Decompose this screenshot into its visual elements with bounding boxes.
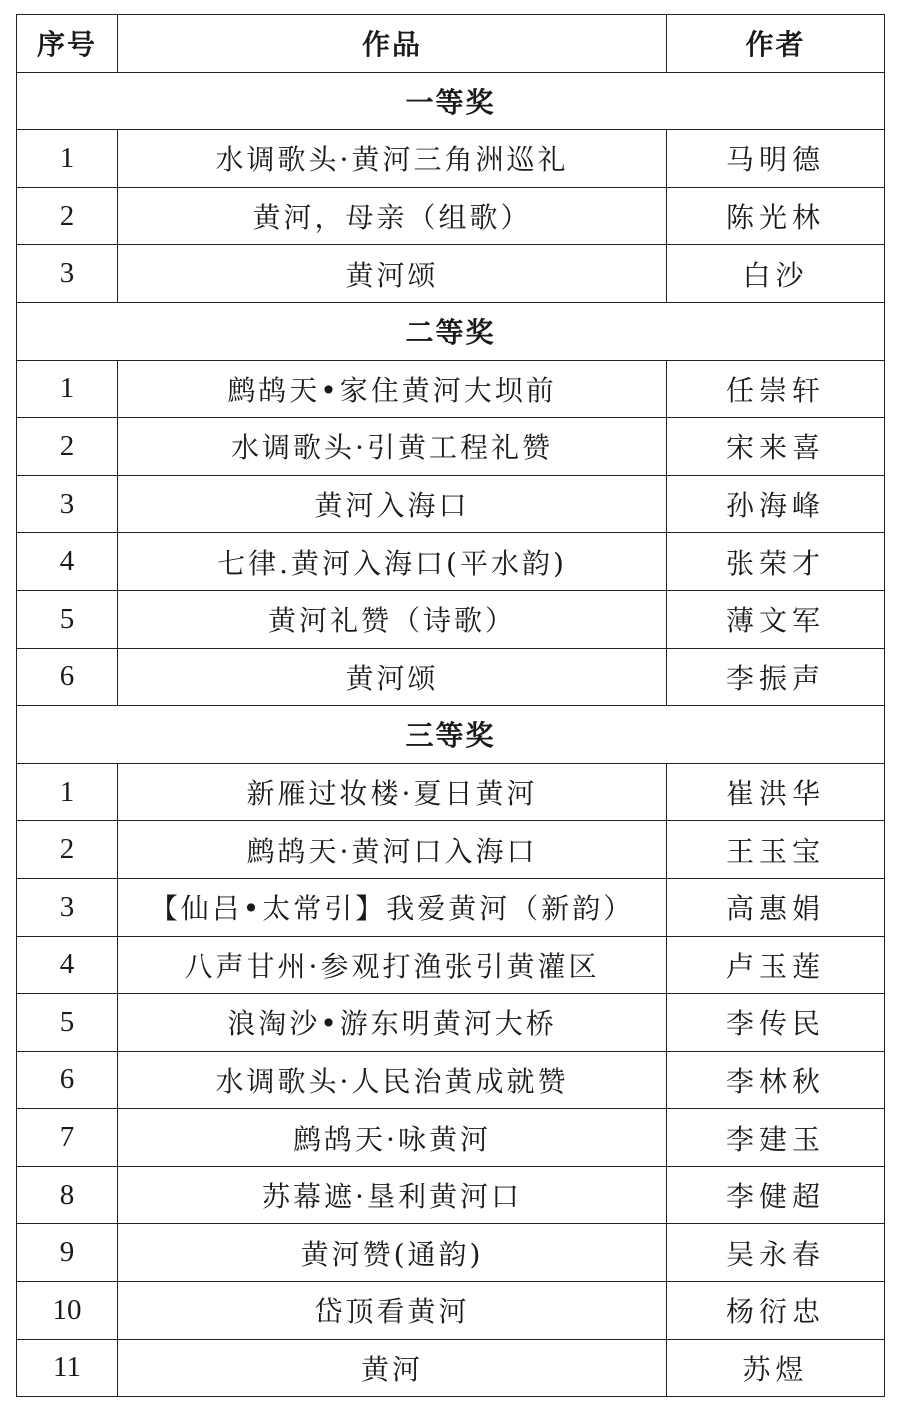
work-title: 鹧鸪天•家住黄河大坝前 [118,360,667,418]
row-number: 2 [17,187,118,245]
section-title: 一等奖 [17,72,885,130]
row-number: 1 [17,763,118,821]
row-number: 2 [17,418,118,476]
author-name: 薄文军 [667,590,885,648]
table-row [17,763,885,821]
author-name: 任崇轩 [667,360,885,418]
work-title: 新雁过妆楼·夏日黄河 [118,763,667,821]
row-number: 11 [17,1339,118,1397]
work-title: 水调歌头·引黄工程礼赞 [118,418,667,476]
work-title: 黄河入海口 [118,475,667,533]
author-name: 崔洪华 [667,763,885,821]
row-number: 1 [17,130,118,188]
row-number: 8 [17,1166,118,1224]
table-row [17,878,885,936]
table-row [17,994,885,1052]
table-row [17,936,885,994]
author-name: 王玉宝 [667,821,885,879]
table-row [17,1282,885,1340]
author-name: 孙海峰 [667,475,885,533]
author-name: 卢玉莲 [667,936,885,994]
work-title: 鹧鸪天·黄河口入海口 [118,821,667,879]
table-row [17,1109,885,1167]
work-title: 黄河，母亲（组歌） [118,187,667,245]
section-title: 三等奖 [17,706,885,764]
row-number: 4 [17,936,118,994]
work-title: 黄河赞(通韵) [118,1224,667,1282]
work-title: 【仙吕•太常引】我爱黄河（新韵） [118,878,667,936]
work-title: 黄河颂 [118,648,667,706]
row-number: 3 [17,245,118,303]
work-title: 黄河颂 [118,245,667,303]
author-name: 李林秋 [667,1051,885,1109]
table-row [17,360,885,418]
author-name: 李健超 [667,1166,885,1224]
table-row [17,533,885,591]
author-name: 李传民 [667,994,885,1052]
work-title: 岱顶看黄河 [118,1282,667,1340]
table-row [17,187,885,245]
work-title: 鹧鸪天·咏黄河 [118,1109,667,1167]
table-row [17,1051,885,1109]
row-number: 4 [17,533,118,591]
work-title: 浪淘沙•游东明黄河大桥 [118,994,667,1052]
row-number: 3 [17,475,118,533]
work-title: 苏幕遮·垦利黄河口 [118,1166,667,1224]
section-title: 二等奖 [17,302,885,360]
table-row [17,475,885,533]
work-title: 水调歌头·黄河三角洲巡礼 [118,130,667,188]
work-title: 黄河礼赞（诗歌） [118,590,667,648]
work-title: 八声甘州·参观打渔张引黄灌区 [118,936,667,994]
table-row [17,1166,885,1224]
author-name: 张荣才 [667,533,885,591]
work-title: 七律.黄河入海口(平水韵) [118,533,667,591]
table-body [17,72,885,1397]
author-name: 高惠娟 [667,878,885,936]
author-name: 苏煜 [667,1339,885,1397]
row-number: 6 [17,648,118,706]
work-title: 黄河 [118,1339,667,1397]
header-no: 序号 [17,15,118,73]
row-number: 5 [17,590,118,648]
author-name: 陈光林 [667,187,885,245]
award-table [16,14,885,1397]
row-number: 7 [17,1109,118,1167]
row-number: 9 [17,1224,118,1282]
header-author: 作者 [667,15,885,73]
work-title: 水调歌头·人民治黄成就赞 [118,1051,667,1109]
section-row [17,302,885,360]
table-row [17,245,885,303]
header-work: 作品 [118,15,667,73]
section-row [17,72,885,130]
row-number: 5 [17,994,118,1052]
author-name: 李振声 [667,648,885,706]
table-row [17,1339,885,1397]
table-row [17,590,885,648]
table-row [17,130,885,188]
author-name: 李建玉 [667,1109,885,1167]
table-row [17,418,885,476]
table-row [17,1224,885,1282]
row-number: 2 [17,821,118,879]
row-number: 10 [17,1282,118,1340]
author-name: 马明德 [667,130,885,188]
row-number: 3 [17,878,118,936]
author-name: 白沙 [667,245,885,303]
section-row [17,706,885,764]
author-name: 宋来喜 [667,418,885,476]
row-number: 1 [17,360,118,418]
row-number: 6 [17,1051,118,1109]
table-row [17,648,885,706]
author-name: 吴永春 [667,1224,885,1282]
header-row [17,15,885,73]
table-row [17,821,885,879]
author-name: 杨衍忠 [667,1282,885,1340]
